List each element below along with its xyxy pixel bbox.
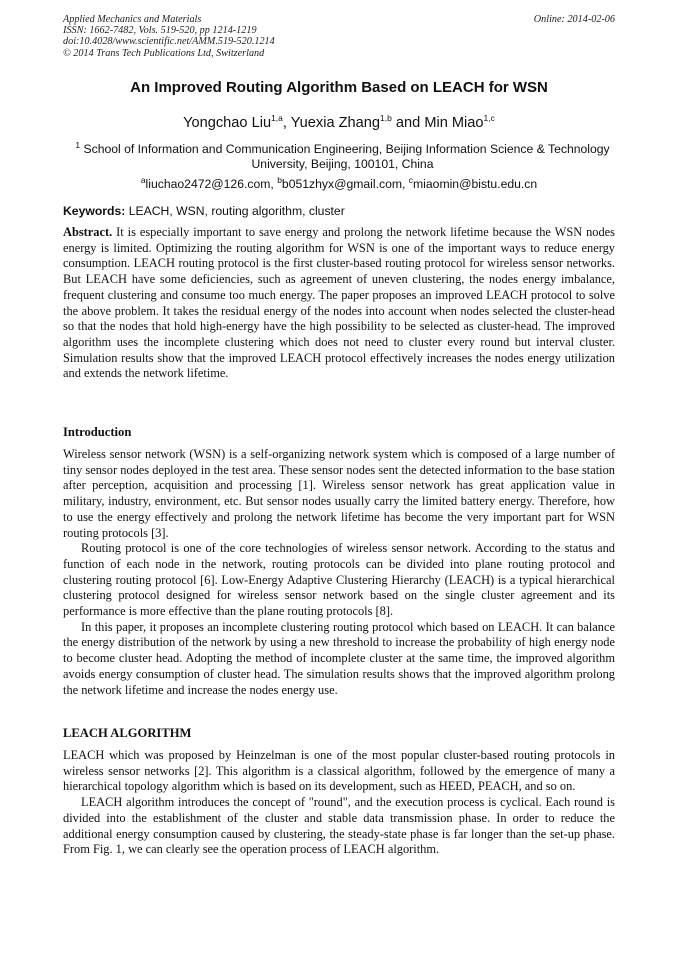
author-name: Yuexia Zhang	[290, 114, 381, 131]
journal-header	[63, 14, 615, 59]
paragraph: Wireless sensor network (WSN) is a self-organizing network system which is composed of a large number of tiny sensor nodes deployed in the test area. These sensor nodes sent the detected information to the base station after perception, acquisition and processing [1]. Wireless sensor network has great application value in military, industry, environment, etc. But sensor nodes usually carry the limited battery energy. Therefore, how to use the energy effectively and prolong the network lifetime has become the very important part for WSN routing protocols [3].	[63, 447, 615, 540]
paragraph: Routing protocol is one of the core technologies of wireless sensor network. According to the status and function of each node in the network, routing protocols can be divided into plane routing protocol and clustering routing protocol [6]. Low-Energy Adaptive Clustering Hierarchy (LEACH) is a typical hierarchical clustering protocol designed for wireless sensor network based on the single cluster agreement and its performance is more effective than the plane routing protocols [8].	[63, 541, 615, 619]
issn-line: ISSN: 1662-7482, Vols. 519-520, pp 1214-1219	[63, 25, 257, 37]
author-name: Min Miao	[424, 114, 484, 131]
online-date: Online: 2014-02-06	[533, 14, 615, 25]
keywords	[63, 204, 615, 218]
leach-heading: LEACH ALGORITHM	[63, 726, 192, 740]
author-list	[0, 113, 678, 131]
author-separator: ,	[282, 114, 291, 131]
affiliation-text: School of Information and Communication Engineering, Beijing Information Science & Technology University, Beijing, 100101, China	[83, 142, 610, 172]
abstract	[63, 225, 615, 382]
affiliation-superscript: 1	[75, 140, 81, 150]
author-superscript: 1,a	[271, 113, 283, 123]
author-name: Yongchao Liu	[183, 114, 272, 131]
email-address: b051zhyx@gmail.com	[281, 177, 402, 192]
author-superscript: 1,c	[483, 113, 495, 123]
email-superscript: a	[140, 175, 146, 185]
abstract-label: Abstract.	[63, 225, 113, 239]
copyright-line: © 2014 Trans Tech Publications Ltd, Switzerland	[63, 47, 265, 59]
email-superscript: c	[408, 175, 414, 185]
author-separator: and	[391, 114, 425, 131]
paragraph: LEACH algorithm introduces the concept of "round", and the execution process is cyclical. Each round is divided into the establishment of the cluster and stable data transmission phase. In order to reduce the additional energy consumption caused by clustering, the steady-state phase is far longer than the set-up phase. From Fig. 1, we can clearly see the operation process of LEACH algorithm.	[63, 795, 615, 857]
affiliation	[70, 138, 615, 172]
introduction-body	[63, 447, 615, 698]
email-list	[0, 175, 678, 191]
leach-body	[63, 748, 615, 858]
email-separator: ,	[270, 177, 278, 192]
email-address: miaomin@bistu.edu.cn	[413, 177, 538, 192]
doi-line: doi:10.4028/www.scientific.net/AMM.519-520.1214	[63, 36, 275, 48]
paragraph: In this paper, it proposes an incomplete clustering routing protocol which based on LEACH. It can balance the energy distribution of the network by using a new threshold to increase the probability of high energy node to become cluster head. Adopting the method of incomplete cluster at the same time, the improved algorithm avoids energy consumption of cluster head. The simulation results shows that the improved algorithm prolong the network lifetime and increase the nodes energy use.	[63, 619, 615, 697]
email-address: liuchao2472@126.com	[145, 177, 271, 192]
email-superscript: b	[277, 175, 282, 185]
paragraph: LEACH which was proposed by Heinzelman is one of the most popular cluster-based routing protocols in wireless sensor networks [2]. This algorithm is a classical algorithm, followed by the emergence of many a hierarchical topology algorithm which is based on its development, such as HEED, PEACH, and so on.	[63, 748, 615, 794]
keywords-text: LEACH, WSN, routing algorithm, cluster	[128, 204, 345, 218]
email-separator: ,	[402, 177, 409, 192]
author-superscript: 1,b	[380, 113, 392, 123]
introduction-heading: Introduction	[63, 425, 132, 439]
paper-title: An Improved Routing Algorithm Based on LEACH for WSN	[130, 79, 548, 96]
keywords-label: Keywords:	[63, 204, 126, 218]
journal-name: Applied Mechanics and Materials	[63, 14, 202, 25]
abstract-text: It is especially important to save energy and prolong the network lifetime because the WSN nodes energy is limited. Optimizing the routing algorithm for WSN is one of the important ways to reduce energy consumption. LEACH routing protocol is the first cluster-based routing protocol for wireless sensor networks. But LEACH have some deficiencies, such as agreement of uneven clustering, the nodes energy imbalance, frequent clustering and consume too much energy. The paper proposes an improved LEACH protocol to solve the above problem. It takes the residual energy of the nodes into account when nodes selected the cluster-head so that the nodes that hold high-energy have the high possibility to be selected as cluster-head. The improved algorithm uses the incomplete clustering which does not need to cluster every round but interval cluster. Simulation results show that the improved LEACH protocol effectively increases the nodes energy utilization and extends the network lifetime.	[63, 225, 615, 381]
